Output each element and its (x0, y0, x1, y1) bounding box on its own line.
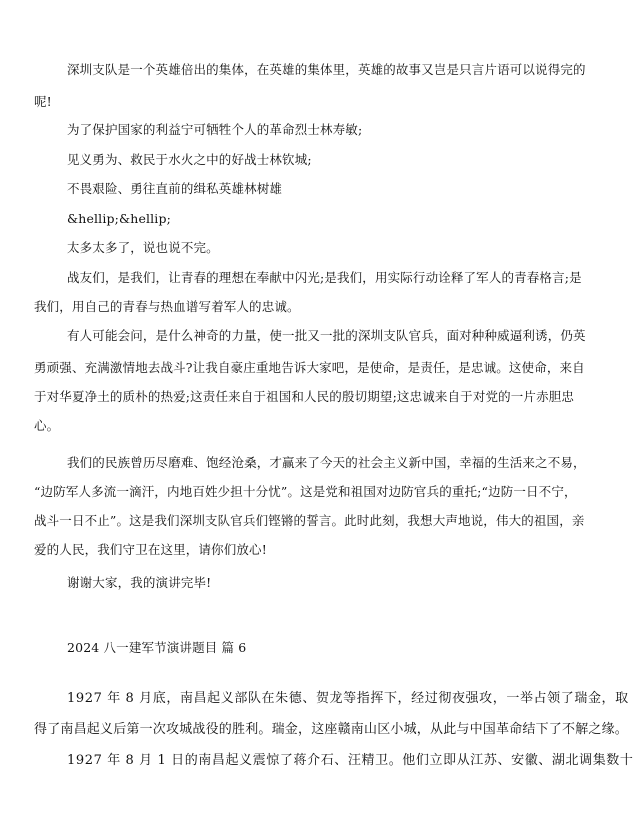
paragraph-line: 见义勇为、救民于水火之中的好战士林钦城; (67, 152, 312, 167)
paragraph-line: 1927 年 8 月 1 日的南昌起义震惊了蒋介石、汪精卫。他们立即从江苏、安徽、湖北调集数十 (67, 753, 634, 768)
paragraph-line: 得了南昌起义后第一次攻城战役的胜利。瑞金，这座赣南山区小城，从此与中国革命结下了不解之缘。 (34, 722, 629, 737)
paragraph-line: 谢谢大家，我的演讲完毕! (67, 575, 212, 590)
paragraph-line: 1927 年 8 月底，南昌起义部队在朱德、贺龙等指挥下，经过彻夜强攻，一举占领了瑞金，取 (67, 691, 629, 706)
paragraph-line: 我们的民族曾历尽磨难、饱经沧桑，才赢来了今天的社会主义新中国，幸福的生活来之不易， (67, 455, 586, 470)
paragraph-line: 不畏艰险、勇往直前的缉私英雄林树雄 (67, 181, 283, 196)
paragraph-line: 呢! (34, 94, 52, 109)
paragraph-line: 太多太多了，说也说不完。 (67, 240, 219, 255)
paragraph-line: “边防军人多流一滴汗，内地百姓少担十分忧”。这是党和祖国对边防官兵的重托;“边防一日不宁， (34, 484, 577, 499)
paragraph-line: 战友们，是我们，让青春的理想在奉献中闪光;是我们，用实际行动诠释了军人的青春格言;是 (67, 270, 582, 285)
paragraph-line: 战斗一日不止”。这是我们深圳支队官兵们铿锵的誓言。此时此刻，我想大声地说，伟大的祖国，亲 (34, 513, 585, 528)
paragraph-line: 爱的人民，我们守卫在这里，请你们放心! (34, 542, 267, 557)
paragraph-line: 勇顽强、充满激情地去战斗?让我自豪庄重地告诉大家吧，是使命，是责任，是忠诚。这使命，来自 (34, 360, 585, 375)
paragraph-line: 心。 (34, 418, 60, 433)
paragraph-line: 有人可能会问，是什么神奇的力量，使一批又一批的深圳支队官兵，面对种种威逼利诱，仍英 (67, 328, 586, 343)
paragraph-line: &hellip;&hellip; (67, 211, 171, 226)
paragraph-line: 为了保护国家的利益宁可牺牲个人的革命烈士林寿敏; (67, 122, 363, 137)
section-title: 2024 八一建军节演讲题目 篇 6 (67, 640, 247, 655)
paragraph-line: 于对华夏净土的质朴的热爱;这责任来自于祖国和人民的殷切期望;这忠诚来自于对党的一片赤胆忠 (34, 389, 575, 404)
paragraph-line: 深圳支队是一个英雄倍出的集体，在英雄的集体里，英雄的故事又岂是只言片语可以说得完的 (67, 62, 586, 77)
paragraph-line: 我们，用自己的青春与热血谱写着军人的忠诚。 (34, 299, 300, 314)
